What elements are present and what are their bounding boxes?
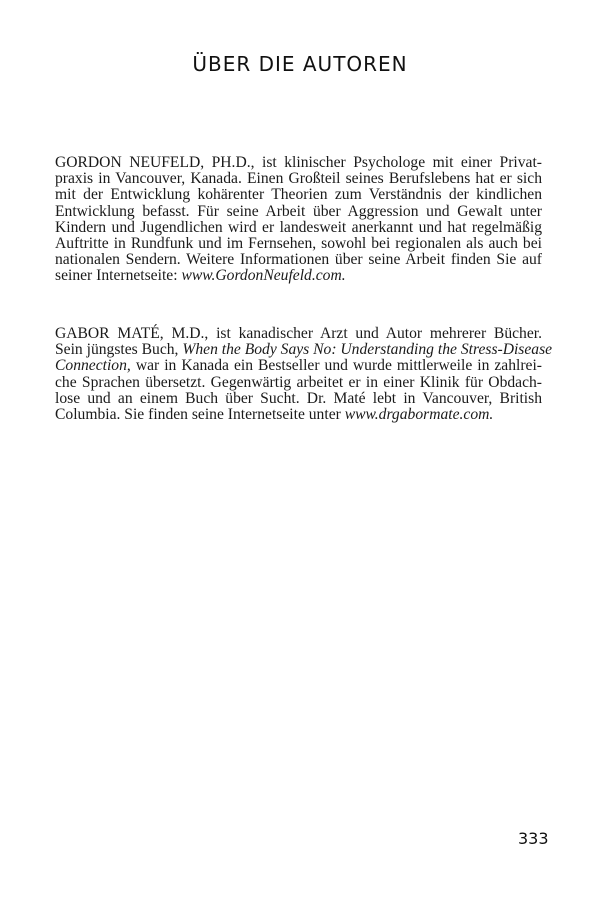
text-line bbox=[55, 407, 542, 423]
text-line bbox=[55, 358, 542, 374]
book-title-cont: Connection bbox=[55, 357, 127, 375]
text: , war in Kanada ein Bestseller und wurde mittlerweile in zahlrei- bbox=[126, 357, 542, 375]
website-neufeld: www.GordonNeufeld.com. bbox=[181, 267, 346, 285]
text-line: lose und an einem Buch über Sucht. Dr. Maté lebt in Vancouver, British bbox=[55, 389, 542, 407]
page-title: ÜBER DIE AUTOREN bbox=[192, 52, 408, 76]
text-line: mit der Entwicklung kohärenter Theorien zum Verständnis der kindlichen bbox=[55, 186, 542, 204]
author-bio-mate bbox=[55, 325, 553, 423]
text-line: praxis in Vancouver, Kanada. Einen Großteil seines Berufslebens hat er sich bbox=[55, 170, 542, 188]
text: seiner Internetseite: bbox=[55, 267, 182, 285]
text-line: GORDON NEUFELD, PH.D., ist klinischer Psychologe mit einer Privat- bbox=[55, 154, 542, 171]
page-number: 333 bbox=[518, 829, 549, 848]
website-mate: www.drgabormate.com. bbox=[344, 405, 494, 423]
text-line bbox=[55, 268, 542, 284]
text-line: che Sprachen übersetzt. Gegenwärtig arbeitet er in einer Klinik für Obdach- bbox=[55, 373, 542, 391]
text-line: GABOR MATÉ, M.D., ist kanadischer Arzt und Autor mehrerer Bücher. bbox=[55, 325, 542, 342]
text-line: Entwicklung befasst. Für seine Arbeit über Aggression und Gewalt unter bbox=[55, 202, 542, 220]
text: Columbia. Sie finden seine Internetseite unter bbox=[55, 405, 345, 423]
text-line: Kindern und Jugendlichen wird er landesweit anerkannt und hat regelmäßig bbox=[55, 218, 542, 236]
text-line: nationalen Sendern. Weitere Informationen über seine Arbeit finden Sie auf bbox=[55, 251, 542, 269]
author-bio-neufeld bbox=[55, 155, 542, 285]
text-line bbox=[55, 341, 553, 359]
text-line: Auftritte in Rundfunk und im Fernsehen, sowohl bei regionalen als auch bei bbox=[55, 234, 542, 252]
book-title: When the Body Says No: Understanding the Stress-Disease bbox=[182, 341, 553, 359]
text: Sein jüngstes Buch, bbox=[55, 341, 183, 359]
